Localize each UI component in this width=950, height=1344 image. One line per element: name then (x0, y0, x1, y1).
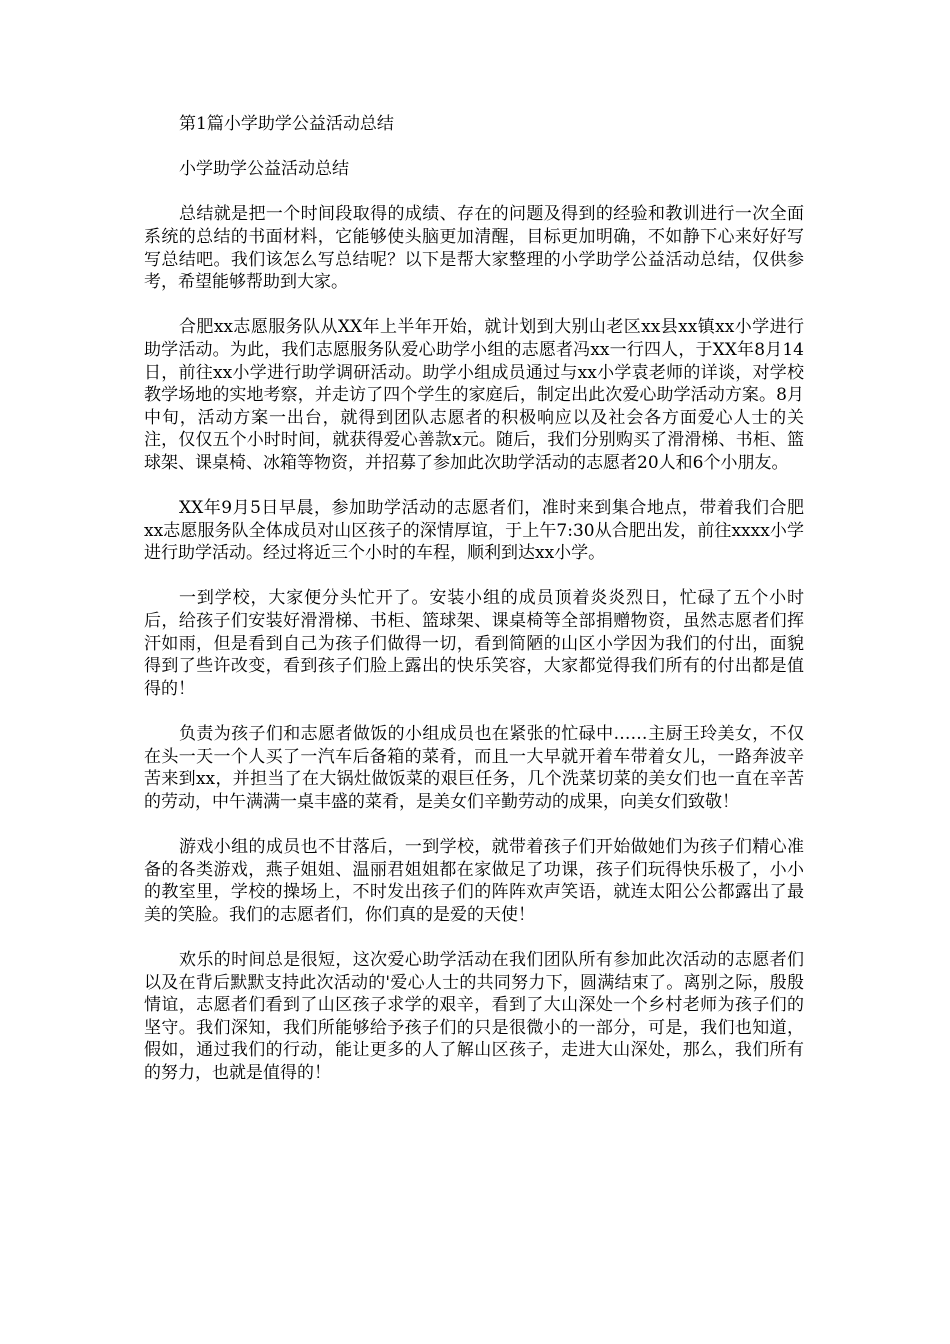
document-subheading: 小学助学公益活动总结 (179, 159, 349, 180)
paragraph-games: 游戏小组的成员也不甘落后，一到学校，就带着孩子们开始做她们为孩子们精心准备的各类游戏，燕子姐姐、温丽君姐姐都在家做足了功课，孩子们玩得快乐极了，小小的教室里，学校的操场上，不时发出孩子们的阵阵欢声笑语，就连太阳公公都露出了最美的笑脸。我们的志愿者们，你们真的是爱的天使！ (144, 837, 804, 925)
paragraph-plan: 合肥xx志愿服务队从XX年上半年开始，就计划到大别山老区xx县xx镇xx小学进行助学活动。为此，我们志愿服务队爱心助学小组的志愿者冯xx一行四人，于XX年8月14日，前往xx小学进行助学调研活动。助学小组成员通过与xx小学袁老师的详谈，对学校教学场地的实地考察，并走访了四个学生的家庭后，制定出此次爱心助学活动方案。8月中旬，活动方案一出台，就得到团队志愿者的积极响应以及社会各方面爱心人士的关注，仅仅五个小时时间，就获得爱心善款x元。随后，我们分别购买了滑滑梯、书柜、篮球架、课桌椅、冰箱等物资，并招募了参加此次助学活动的志愿者20人和6个小朋友。 (144, 317, 804, 473)
paragraph-intro: 总结就是把一个时间段取得的成绩、存在的问题及得到的经验和教训进行一次全面系统的总结的书面材料，它能够使头脑更加清醒，目标更加明确，不如静下心来好好写写总结吧。我们该怎么写总结呢？以下是帮大家整理的小学助学公益活动总结，仅供参考，希望能够帮助到大家。 (144, 204, 804, 293)
document-heading: 第1篇小学助学公益活动总结 (179, 114, 394, 134)
paragraph-conclusion: 欢乐的时间总是很短，这次爱心助学活动在我们团队所有参加此次活动的志愿者们以及在背后默默支持此次活动的'爱心人士的共同努力下，圆满结束了。离别之际，殷殷情谊，志愿者们看到了山区孩子求学的艰辛，看到了大山深处一个乡村老师为孩子们的坚守。我们深知，我们所能够给予孩子们的只是很微小的一部分，可是，我们也知道，假如，通过我们的行动，能让更多的人了解山区孩子，走进大山深处，那么，我们所有的努力，也就是值得的！ (144, 949, 804, 1083)
paragraph-cooking: 负责为孩子们和志愿者做饭的小组成员也在紧张的忙碌中……主厨王玲美女，不仅在头一天一个人买了一汽车后备箱的菜肴，而且一大早就开着车带着女儿，一路奔波辛苦来到xx，并担当了在大锅灶做饭菜的艰巨任务，几个洗菜切菜的美女们也一直在辛苦的劳动，中午满满一桌丰盛的菜肴，是美女们辛勤劳动的成果，向美女们致敬！ (144, 724, 804, 812)
document-body (144, 113, 804, 1107)
paragraph-installation: 一到学校，大家便分头忙开了。安装小组的成员顶着炎炎烈日，忙碌了五个小时后，给孩子们安装好滑滑梯、书柜、篮球架、课桌椅等全部捐赠物资，虽然志愿者们挥汗如雨，但是看到自己为孩子们做得一切，看到简陋的山区小学因为我们的付出，面貌得到了些许改变，看到孩子们脸上露出的快乐笑容，大家都觉得我们所有的付出都是值得的！ (144, 588, 804, 699)
paragraph-departure: XX年9月5日早晨，参加助学活动的志愿者们，准时来到集合地点，带着我们合肥xx志愿服务队全体成员对山区孩子的深情厚谊，于上午7:30从合肥出发，前往xxxx小学进行助学活动。经过将近三个小时的车程，顺利到达xx小学。 (144, 498, 804, 564)
